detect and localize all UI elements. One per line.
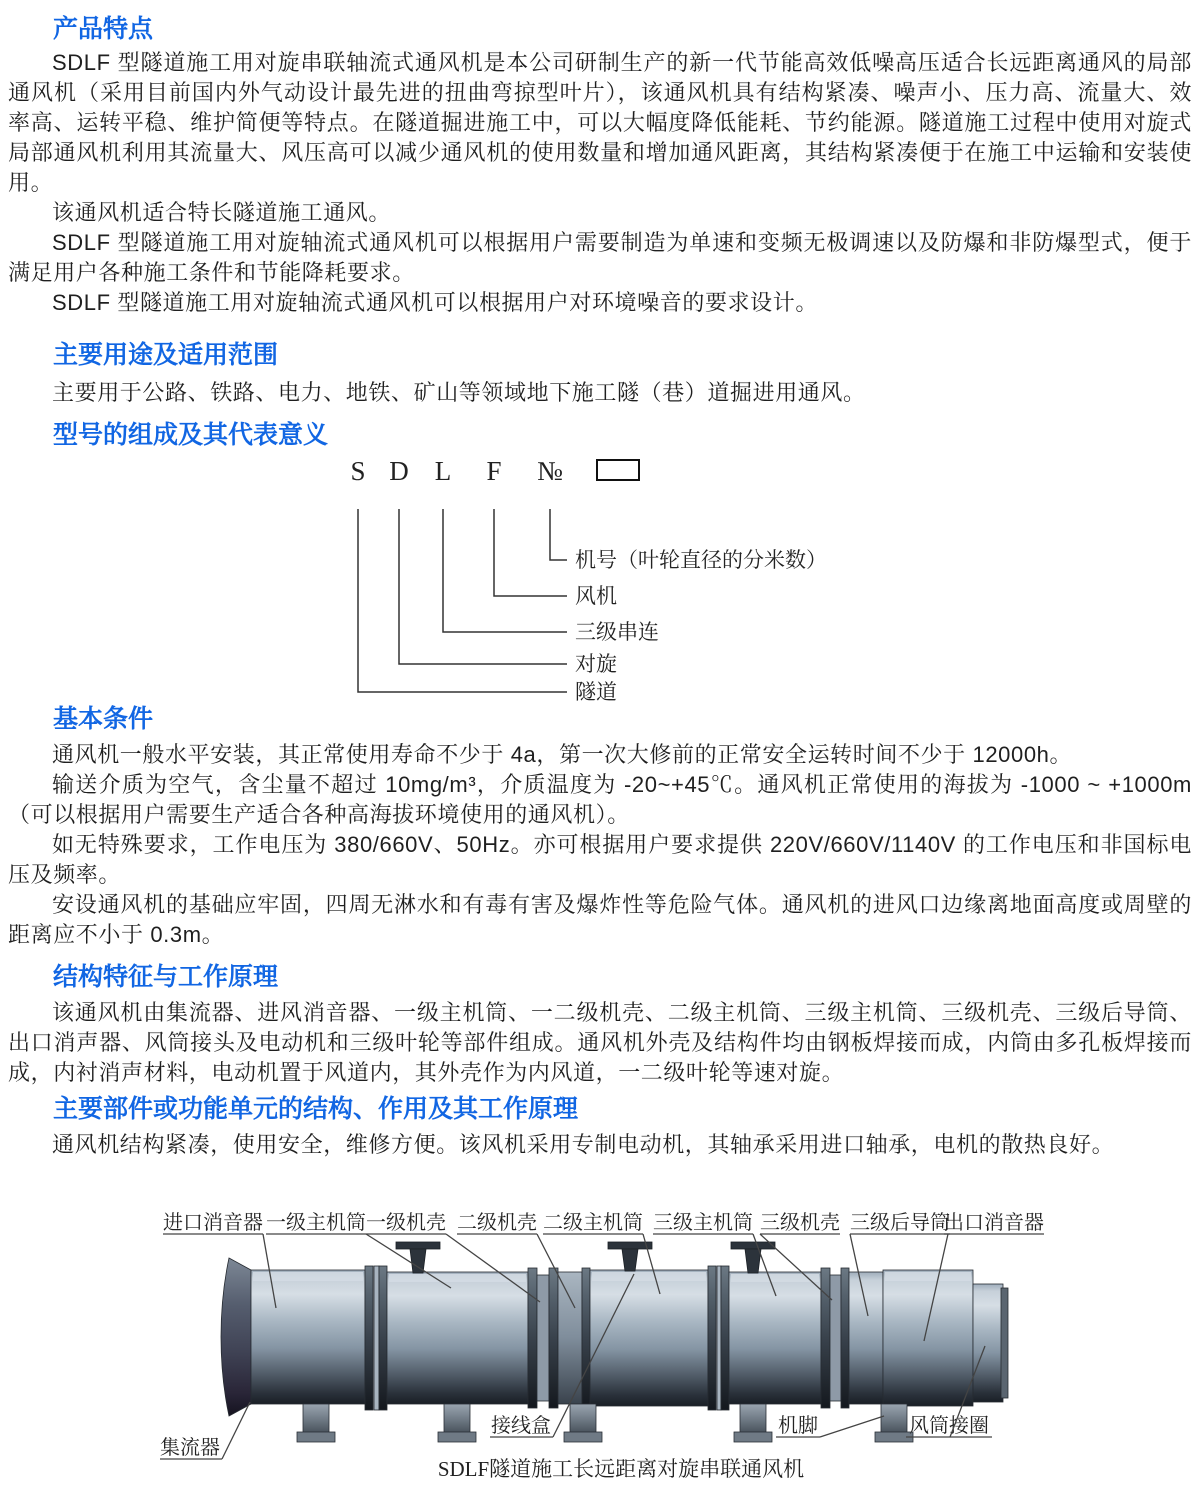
fan-part-stage2-main-barrel bbox=[590, 1270, 708, 1406]
fan-foot bbox=[303, 1404, 329, 1434]
section-heading-main-uses: 主要用途及适用范围 bbox=[53, 341, 279, 369]
fan-structure-svg bbox=[8, 1196, 1200, 1507]
flange-ring bbox=[365, 1266, 373, 1410]
flange-ring bbox=[582, 1268, 590, 1408]
fan-label-stage1-casing: 一级机壳 bbox=[366, 1212, 446, 1234]
section-heading-model-composition: 型号的组成及其代表意义 bbox=[53, 421, 329, 449]
model-code-letter-l: L bbox=[434, 456, 452, 486]
flange-gap bbox=[374, 1266, 379, 1410]
leader-line-f bbox=[494, 509, 567, 596]
fan-label-duct-connection-ring: 风筒接圈 bbox=[909, 1415, 989, 1437]
paragraph-main-uses-1: 主要用于公路、铁路、电力、地铁、矿山等领域地下施工隧（巷）道掘进用通风。 bbox=[52, 380, 866, 405]
fan-label-junction-box: 接线盒 bbox=[491, 1415, 551, 1437]
fan-part-duct-connection-ring bbox=[973, 1284, 1003, 1402]
paragraph-basic-conditions-2: 输送介质为空气，含尘量不超过 10mg/m³，介质温度为 -20~+45℃。通风机正常使用的海拔为 -1000 ~ +1000m（可以根据用户需要生产适合各种高海拔环境使用的通风机）。 bbox=[8, 772, 1192, 827]
model-label-three-stage-series: 三级串连 bbox=[575, 620, 659, 644]
fan-foot-base bbox=[297, 1432, 335, 1442]
junction-box-stem bbox=[410, 1249, 426, 1273]
paragraph-basic-conditions-1: 通风机一般水平安装，其正常使用寿命不少于 4a，第一次大修前的正常安全运转时间不少于 12000h。 bbox=[52, 742, 1073, 767]
paragraph-basic-conditions-3: 如无特殊要求，工作电压为 380/660V、50Hz。亦可根据用户要求提供 220V/660V/1140V 的工作电压和非国标电压及频率。 bbox=[8, 832, 1192, 887]
flange-ring bbox=[841, 1268, 849, 1408]
fan-structure-diagram bbox=[8, 1196, 1192, 1507]
fan-label-stage3-casing: 三级机壳 bbox=[760, 1212, 840, 1234]
paragraph-main-components-1: 通风机结构紧凑，使用安全，维修方便。该风机采用专制电动机，其轴承采用进口轴承，电机的散热良好。 bbox=[52, 1132, 1115, 1157]
paragraph-product-features-3: SDLF 型隧道施工用对旋轴流式通风机可以根据用户需要制造为单速和变频无极调速以及防爆和非防爆型式，便于满足用户各种施工条件和节能降耗要求。 bbox=[8, 230, 1192, 285]
fan-foot-base bbox=[734, 1432, 772, 1442]
model-label-tunnel: 隧道 bbox=[575, 680, 617, 704]
section-heading-basic-conditions: 基本条件 bbox=[53, 705, 154, 733]
section-heading-main-components: 主要部件或功能单元的结构、作用及其工作原理 bbox=[53, 1095, 579, 1123]
flange-ring bbox=[549, 1268, 558, 1408]
fan-foot bbox=[570, 1404, 596, 1434]
fan-foot bbox=[444, 1404, 470, 1434]
paragraph-product-features-2: 该通风机适合特长隧道施工通风。 bbox=[52, 200, 392, 225]
flange-ring bbox=[708, 1266, 716, 1410]
fan-part-stage1-casing bbox=[537, 1275, 549, 1401]
fan-label-stage3-main-barrel: 三级主机筒 bbox=[653, 1212, 753, 1234]
paragraph-product-features-1: SDLF 型隧道施工用对旋串联轴流式通风机是本公司研制生产的新一代节能高效低噪高压适合长远距离通风的局部通风机（采用目前国内外气动设计最先进的扭曲弯掠型叶片），该通风机具有结构紧凑、噪声小、压力高、流量大、效率高、运转平稳、维护简便等特点。在隧道掘进施工中，可以大幅度降低能耗、节约能源。隧道施工过程中使用对旋式局部通风机利用其流量大、风压高可以减少通风机的使用数量和增加通风距离，其结构紧凑便于在施工中运输和安装使用。 bbox=[8, 50, 1192, 195]
model-number-box bbox=[597, 460, 639, 480]
section-heading-structure-principle: 结构特征与工作原理 bbox=[53, 963, 279, 991]
fan-part-stage3-rear-guide bbox=[849, 1272, 883, 1404]
model-composition-svg bbox=[8, 450, 1200, 704]
paragraph-basic-conditions-4: 安设通风机的基础应牢固，四周无淋水和有毒有害及爆炸性等危险气体。通风机的进风口边缘离地面高度或周壁的距离应不小于 0.3m。 bbox=[8, 892, 1192, 947]
leader-line-d bbox=[399, 509, 567, 664]
paragraph-structure-principle-1: 该通风机由集流器、进风消音器、一级主机筒、一二级机壳、二级主机筒、三级主机筒、三级机壳、三级后导筒、出口消声器、风筒接头及电动机和三级叶轮等部件组成。通风机外壳及结构件均由钢板焊接而成，内筒由多孔板焊接而成，内衬消声材料，电动机置于风道内，其外壳作为内风道，一二级叶轮等速对旋。 bbox=[8, 1000, 1192, 1085]
fan-label-collector: 集流器 bbox=[160, 1437, 220, 1459]
flange-ring bbox=[821, 1268, 830, 1408]
fan-label-outlet-silencer: 出口消音器 bbox=[944, 1212, 1044, 1234]
model-label-counter-rotating: 对旋 bbox=[575, 652, 617, 676]
flange-ring bbox=[528, 1268, 537, 1408]
fan-foot-base bbox=[438, 1432, 476, 1442]
flange-ring bbox=[379, 1266, 387, 1410]
fan-part-collector-bellmouth bbox=[221, 1258, 251, 1416]
flange-ring bbox=[721, 1266, 729, 1410]
model-leader-lines bbox=[358, 509, 567, 692]
fan-label-stage3-rear-guide: 三级后导筒 bbox=[850, 1212, 950, 1234]
fan-part-inlet-silencer bbox=[251, 1270, 365, 1404]
fan-label-stage1-main-barrel: 一级主机筒 bbox=[266, 1212, 366, 1234]
fan-part-outlet-silencer bbox=[883, 1270, 973, 1406]
junction-box-cap bbox=[396, 1242, 440, 1249]
section-heading-product-features: 产品特点 bbox=[53, 15, 154, 43]
junction-box-stem bbox=[745, 1249, 761, 1273]
model-code-letter-s: S bbox=[350, 456, 366, 486]
fan-part-stage1-main-barrel bbox=[387, 1272, 528, 1404]
fan-part-stage3-casing bbox=[830, 1275, 841, 1401]
flange-gap bbox=[717, 1266, 721, 1410]
fan-label-stage2-casing: 二级机壳 bbox=[457, 1212, 537, 1234]
model-code-letter-d: D bbox=[389, 456, 409, 486]
model-composition-diagram bbox=[8, 450, 1192, 704]
junction-box-cap bbox=[731, 1242, 775, 1249]
paragraph-product-features-4: SDLF 型隧道施工用对旋轴流式通风机可以根据用户对环境噪音的要求设计。 bbox=[52, 290, 818, 315]
model-code-letter-no: № bbox=[537, 456, 563, 486]
fan-label-machine-foot: 机脚 bbox=[778, 1415, 818, 1437]
fan-part-stage2-casing bbox=[558, 1272, 582, 1404]
fan-foot-base bbox=[564, 1432, 602, 1442]
leader-line-l bbox=[443, 509, 567, 632]
fan-top-labels bbox=[163, 1211, 1044, 1234]
fan-label-stage2-main-barrel: 二级主机筒 bbox=[543, 1212, 643, 1234]
leader-line-no bbox=[550, 509, 567, 560]
fan-foot bbox=[740, 1404, 766, 1434]
model-label-fan: 风机 bbox=[575, 584, 617, 608]
fan-diagram-caption: SDLF隧道施工长远距离对旋串联通风机 bbox=[437, 1457, 805, 1481]
duct-ring-lip bbox=[1001, 1288, 1008, 1398]
fan-foot bbox=[881, 1404, 907, 1434]
model-label-fan-number: 机号（叶轮直径的分米数） bbox=[575, 548, 827, 572]
junction-box-stem bbox=[622, 1249, 638, 1271]
fan-label-inlet-silencer: 进口消音器 bbox=[163, 1212, 263, 1234]
model-code-letter-f: F bbox=[486, 456, 502, 486]
